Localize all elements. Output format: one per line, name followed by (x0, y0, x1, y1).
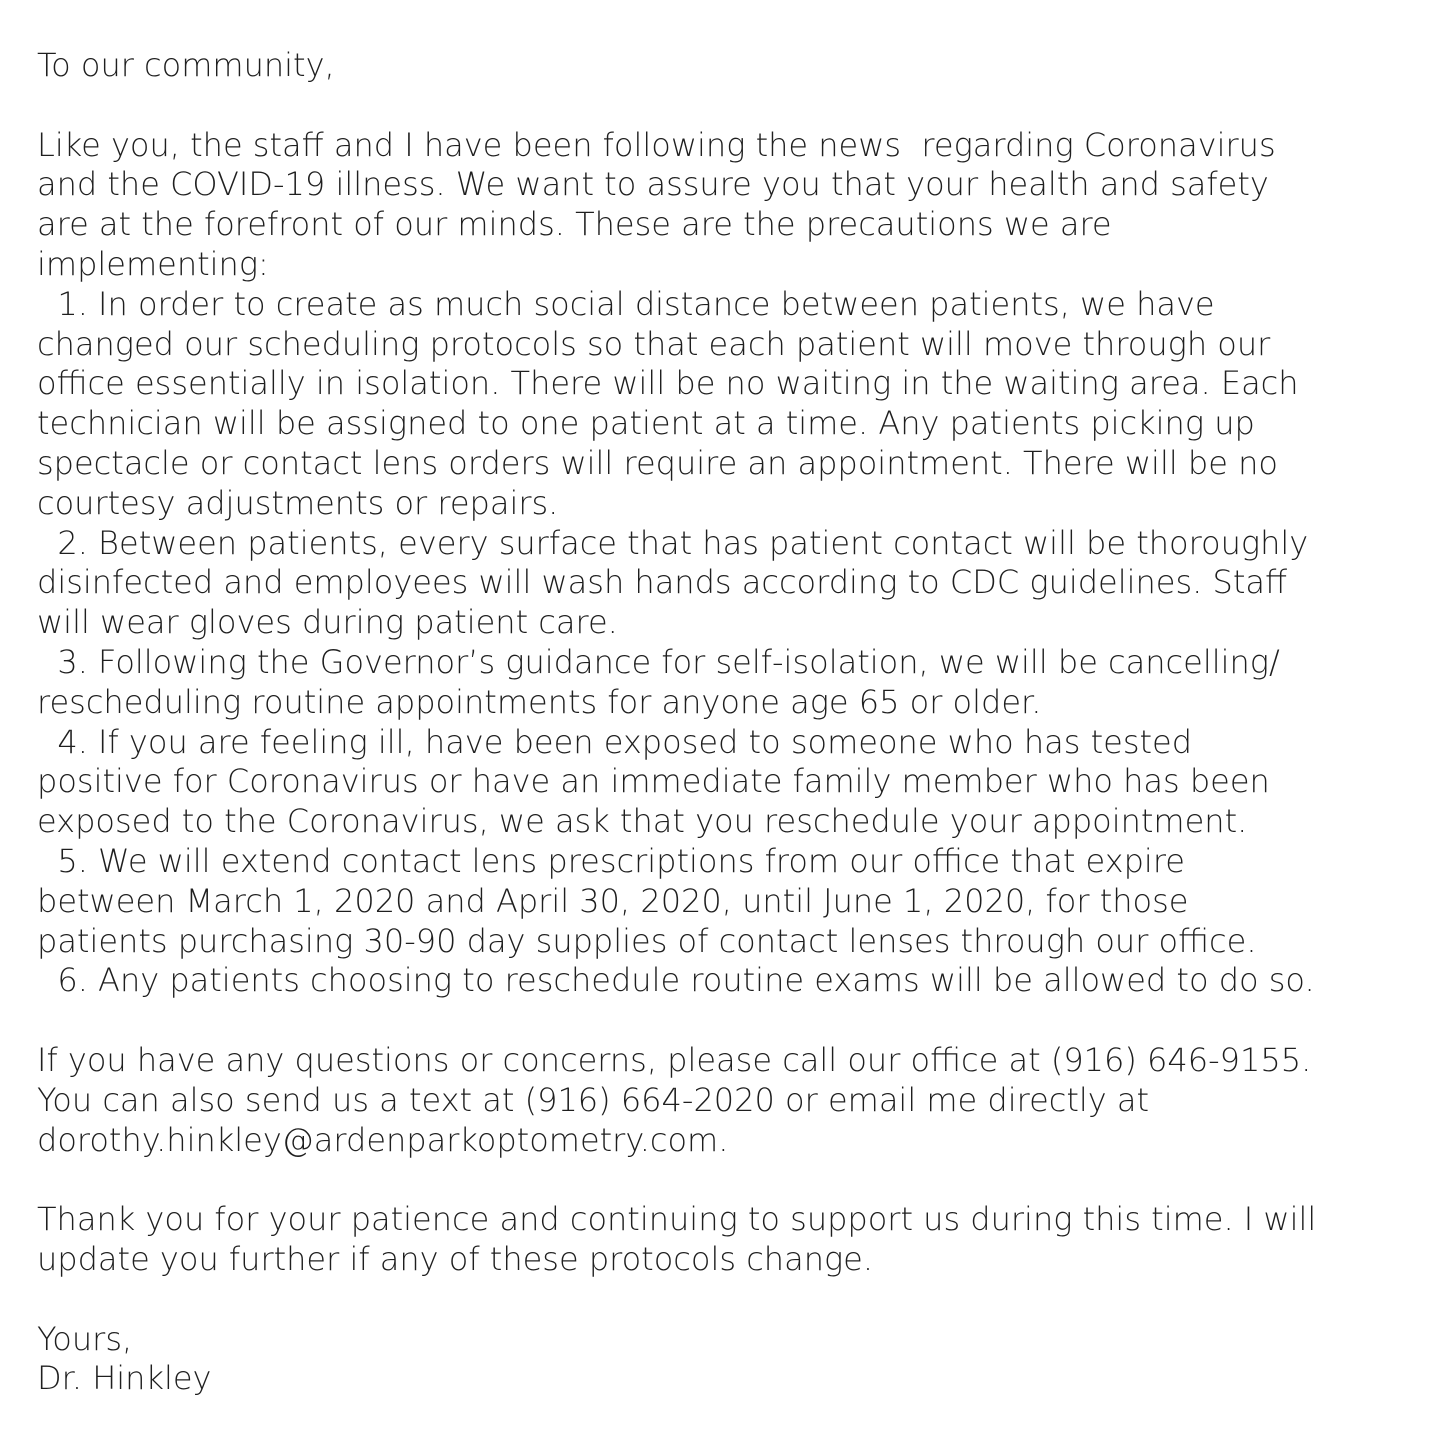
contact-paragraph (37, 1041, 1417, 1160)
precaution-item-4 (37, 723, 1417, 842)
precaution-item-5 (37, 842, 1417, 961)
greeting: To our community, (37, 46, 335, 84)
item-line: rescheduling routine appointments for anyone age 65 or older. (37, 682, 1042, 721)
contact-line: You can also send us a text at (916) 664-2020 or email me directly at (37, 1080, 1150, 1119)
signature: Dr. Hinkley (37, 1359, 212, 1398)
item-line: between March 1, 2020 and April 30, 2020, until June 1, 2020, for those (37, 881, 1189, 920)
contact-line: If you have any questions or concerns, please call our office at (916) 646-9155. (37, 1040, 1312, 1079)
item-line: 5. We will extend contact lens prescriptions from our office that expire (37, 841, 1185, 880)
intro-line: are at the forefront of our minds. These are the precautions we are (37, 205, 1112, 244)
item-line: 2. Between patients, every surface that has patient contact will be thoroughly (37, 523, 1309, 562)
intro-line: and the COVID-19 illness. We want to assure you that your health and safety (37, 165, 1269, 204)
contact-email: dorothy.hinkley@ardenparkoptometry.com. (37, 1120, 729, 1159)
closing-line: update you further if any of these protocols change. (37, 1239, 874, 1278)
spacer (37, 1001, 1417, 1041)
item-line: changed our scheduling protocols so that each patient will move through our (37, 324, 1271, 363)
item-line: 3. Following the Governor’s guidance for self-isolation, we will be cancelling/ (37, 642, 1280, 681)
item-line: 1. In order to create as much social distance between patients, we have (37, 284, 1215, 323)
precaution-item-3 (37, 643, 1417, 723)
spacer (37, 1280, 1417, 1320)
item-line: spectacle or contact lens orders will require an appointment. There will be no (37, 443, 1278, 482)
item-line: office essentially in isolation. There will be no waiting in the waiting area. Each (37, 364, 1299, 403)
spacer (37, 1160, 1417, 1200)
item-line: will wear gloves during patient care. (37, 603, 618, 642)
closing-paragraph (37, 1200, 1417, 1280)
letter (37, 46, 1417, 1399)
item-line: positive for Coronavirus or have an immediate family member who has been (37, 762, 1270, 801)
precaution-item-1 (37, 285, 1417, 524)
item-line: technician will be assigned to one patient at a time. Any patients picking up (37, 404, 1255, 443)
item-line: 4. If you are feeling ill, have been exposed to someone who has tested (37, 722, 1193, 761)
precaution-item-2 (37, 524, 1417, 643)
spacer (37, 86, 1417, 126)
item-line: exposed to the Coronavirus, we ask that you reschedule your appointment. (37, 802, 1248, 841)
closing-line: Thank you for your patience and continuing to support us during this time. I will (37, 1200, 1317, 1239)
intro-line: Like you, the staff and I have been following the news regarding Coronavirus (37, 125, 1276, 164)
item-line: patients purchasing 30-90 day supplies of contact lenses through our office. (37, 921, 1257, 960)
intro-line: implementing: (37, 244, 269, 283)
intro-paragraph (37, 126, 1417, 285)
item-line: disinfected and employees will wash hands according to CDC guidelines. Staff (37, 563, 1288, 602)
signoff: Yours, (37, 1319, 133, 1358)
item-line: 6. Any patients choosing to reschedule routine exams will be allowed to do so. (37, 961, 1315, 1000)
precautions-list (37, 285, 1417, 1001)
precaution-item-6 (37, 961, 1417, 1001)
item-line: courtesy adjustments or repairs. (37, 483, 559, 522)
